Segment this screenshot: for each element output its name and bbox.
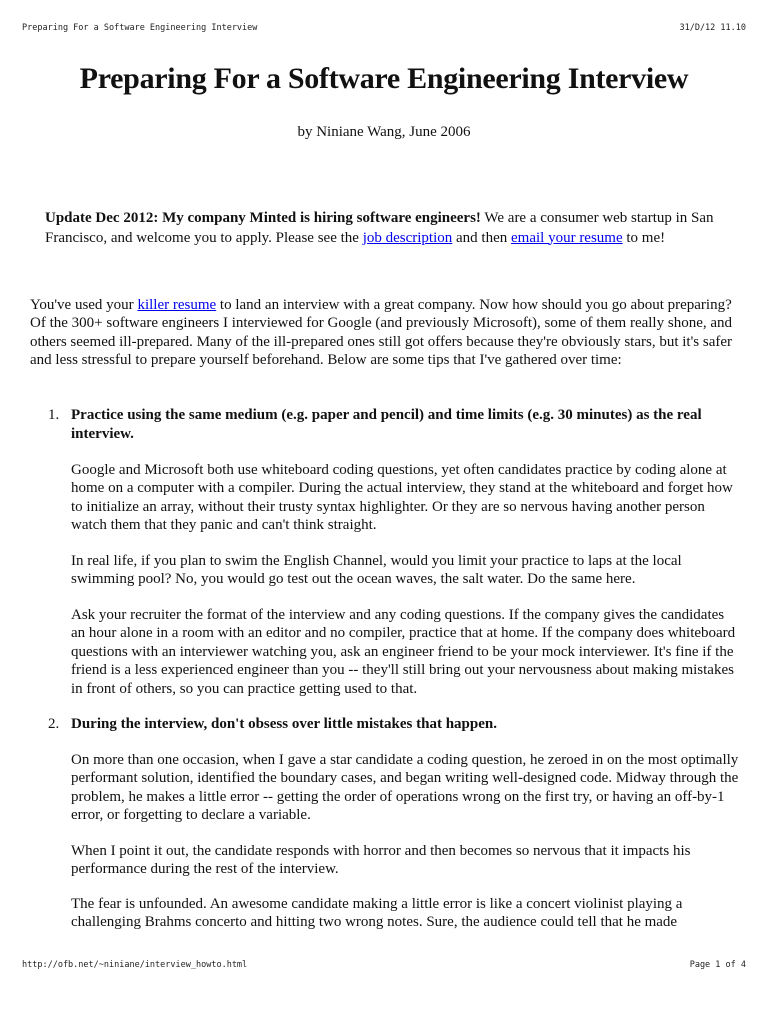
intro-paragraph <box>30 296 742 370</box>
tip-number-2: 2. <box>48 716 60 732</box>
update-text-2: and then <box>452 229 511 246</box>
print-footer <box>22 960 746 970</box>
update-headline: Update Dec 2012: My company Minted is hiring software engineers! <box>45 210 481 226</box>
tip-2-paragraph-1: On more than one occasion, when I gave a star candidate a coding question, he zeroed in on the most optimally performant solution, identified the boundary cases, and began writing well-designed code. Midway through the problem, he makes a little error -- getting the order of operations wrong on the first try, or having an off-by-1 error, or forgetting to declare a variable. <box>71 752 739 824</box>
killer-resume-link[interactable]: killer resume <box>137 297 217 313</box>
print-header-title: Preparing For a Software Engineering Interview <box>22 23 258 33</box>
tip-title-2: During the interview, don't obsess over little mistakes that happen. <box>71 716 497 732</box>
page-title: Preparing For a Software Engineering Interview <box>79 62 689 95</box>
tip-1-paragraph-2: In real life, if you plan to swim the English Channel, would you limit your practice to laps at the local swimming pool? No, you would go test out the ocean waves, the salt water. Do the same here. <box>71 553 682 588</box>
intro-text-2: to land an interview with a great company. Now how should you go about preparing? Of the 300+ software engineers I interviewed for Google (and previously Microsoft), some of them really shone, and others seemed ill-prepared. Many of the ill-prepared ones still got offers because they're obviously stars, but it's safer and less stressful to prepare yourself beforehand. Below are some tips that I've gathered over time: <box>30 297 733 369</box>
job-description-link[interactable]: job description <box>362 229 453 246</box>
print-footer-page: Page 1 of 4 <box>689 960 746 970</box>
print-header <box>22 23 746 33</box>
tip-1-paragraph-3: Ask your recruiter the format of the interview and any coding questions. If the company gives the candidates an hour alone in a room with an editor and no compiler, practice that at home. If the company does whiteboard questions with an interviewer watching you, ask an engineer friend to be your mock interviewer. It's fine if the friend is a less experienced engineer than you -- they'll still bring out your nervousness about making mistakes in front of others, so you can practice getting used to that. <box>71 607 736 697</box>
update-text-1: We are a consumer web startup in San Francisco, and welcome you to apply. Please see the <box>45 210 714 246</box>
email-resume-link[interactable]: email your resume <box>511 229 623 246</box>
tip-1-paragraph-1: Google and Microsoft both use whiteboard coding questions, yet often candidates practice by coding alone at home on a computer with a compiler. During the actual interview, they stand at the whiteboard and forget how to initialize an array, without their trusty syntax highlighter. Or they are so nervous having another person watch them that they panic and can't think straight. <box>71 462 733 534</box>
update-notice <box>45 209 725 248</box>
print-header-datetime: 31/D/12 11.10 <box>679 23 746 33</box>
tip-title-1: Practice using the same medium (e.g. paper and pencil) and time limits (e.g. 30 minutes) as the real interview. <box>71 407 702 442</box>
tip-2-paragraph-2: When I point it out, the candidate responds with horror and then becomes so nervous that it impacts his performance during the rest of the interview. <box>71 843 691 878</box>
print-footer-url: http://ofb.net/~niniane/interview_howto.html <box>22 960 248 970</box>
tip-number-1: 1. <box>48 407 60 423</box>
tip-2-paragraph-3: The fear is unfounded. An awesome candidate making a little error is like a concert violinist playing a challenging Brahms concerto and hitting two wrong notes. Sure, the audience could tell that he made <box>71 896 683 931</box>
update-text-3: to me! <box>622 229 666 246</box>
intro-text-1: You've used your <box>30 297 138 313</box>
byline: by Niniane Wang, June 2006 <box>297 124 471 140</box>
